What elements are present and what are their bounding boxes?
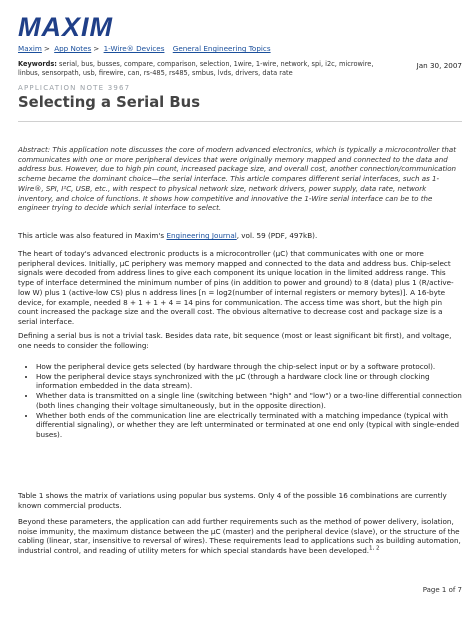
paragraph-requirements <box>18 517 462 556</box>
considerations-list <box>18 362 468 440</box>
maxim-logo-graphic <box>18 14 142 38</box>
paragraph-defining: Defining a serial bus is not a trivial task. Besides data rate, bit sequence (most or least significant bit first), and voltage, one needs to consider the following: <box>18 331 452 350</box>
logo-wordmark: MAXIM <box>18 14 113 38</box>
paragraph-intro: The heart of today's advanced electronic products is a microcontroller (µC) that communicates with one or more peripheral devices. Initially, µC periphery was memory mapped and connected to the data and address bus. Chip-select signals were decoded from address lines to give each component its unique location in the limited address range. This type of interface determined the minimum number of pins (in addition to power and ground) to 8 (data) plus 1 (R/active-low W) plus 1 (active-low CS) plus n address lines [n = log2(number of internal registers or memory bytes)]. A 16-byte device, for example, needed 8 + 1 + 1 + 4 = 14 pins for communication. The access time was short, but the high pin count increased the package size and the overall cost. The obvious alternative to decrease cost and package size is a serial interface. <box>18 249 454 326</box>
keywords-label: Keywords: <box>18 60 57 68</box>
paragraph-table: Table 1 shows the matrix of variations using popular bus systems. Only 4 of the possible 16 combinations are currently known commercial products. <box>18 491 447 510</box>
breadcrumb <box>18 44 271 53</box>
breadcrumb-separator: > <box>43 44 50 53</box>
breadcrumb-maxim[interactable]: Maxim <box>18 44 42 53</box>
maxim-logo[interactable] <box>18 14 142 38</box>
publish-date: Jan 30, 2007 <box>416 61 462 70</box>
abstract: Abstract: This application note discusses the core of modern advanced electronics, which is typically a microcontroller that communicates with one or more peripheral devices that were originally memory mapped and connected to the data and address bus. However, due to high pin count, increased package size, and overall cost, another connection/communication scheme became the dominant choice—the serial interface. This article compares different serial interfaces, such as 1-Wire®, SPI, I²C, USB, etc., with respect to physical network size, network drivers, power supply, data rate, network inventory, and choice of functions. It shows how competitive and innovative the 1-Wire serial interface can be to the engineer trying to decide which serial interface to select. <box>18 145 457 213</box>
breadcrumb-1wire-devices[interactable]: 1-Wire® Devices <box>103 44 165 53</box>
page-number: Page 1 of 7 <box>422 586 462 594</box>
engineering-journal-link[interactable]: Engineering Journal <box>166 231 237 240</box>
app-note-number: APPLICATION NOTE 3967 <box>18 84 131 92</box>
requirements-text: Beyond these parameters, the application can add further requirements such as the method of power delivery, isolation, noise immunity, the maximum distance between the µC (master) and the peripheral device (slave), or the structure of the cabling (linear, star, insensitive to reversal of wires). These requirements lead to applications such as building automation, industrial control, and reading of utility meters for which special standards have been developed. <box>18 517 461 556</box>
page-title: Selecting a Serial Bus <box>18 94 201 111</box>
keywords-list: serial, bus, busses, compare, comparison, selection, 1wire, 1-wire, network, spi, i2c, microwire, linbus, sensorpath, usb, firewire, can, rs-485, rs485, smbus, lvds, drivers, data rate <box>18 60 374 78</box>
reference-marks[interactable]: 1, 2 <box>369 545 380 552</box>
list-item: • How the peripheral device stays synchronized with the µC (through a hardware clock line or through clocking information embedded in the data stream). <box>36 372 468 391</box>
breadcrumb-app-notes[interactable]: App Notes <box>54 44 92 53</box>
breadcrumb-separator: > <box>93 44 100 53</box>
list-item: • Whether both ends of the communication line are electrically terminated with a matching impedance (typical with differential signaling), or whether they are left unterminated or terminated at one end only (typical with single-ended buses). <box>36 411 468 440</box>
divider <box>18 121 462 122</box>
list-item: • How the peripheral device gets selected (by hardware through the chip-select input or by a software protocol). <box>36 362 468 372</box>
featured-post: , vol. 59 (PDF, 497kB). <box>236 231 318 240</box>
featured-note <box>18 231 462 241</box>
list-item: • Whether data is transmitted on a single line (switching between "high" and "low") or a two-line differential connection (both lines changing their voltage simultaneously, but in the opposite direction). <box>36 391 468 410</box>
keywords <box>18 60 390 78</box>
featured-pre: This article was also featured in Maxim's <box>18 231 167 240</box>
breadcrumb-general-engineering[interactable]: General Engineering Topics <box>172 44 271 53</box>
